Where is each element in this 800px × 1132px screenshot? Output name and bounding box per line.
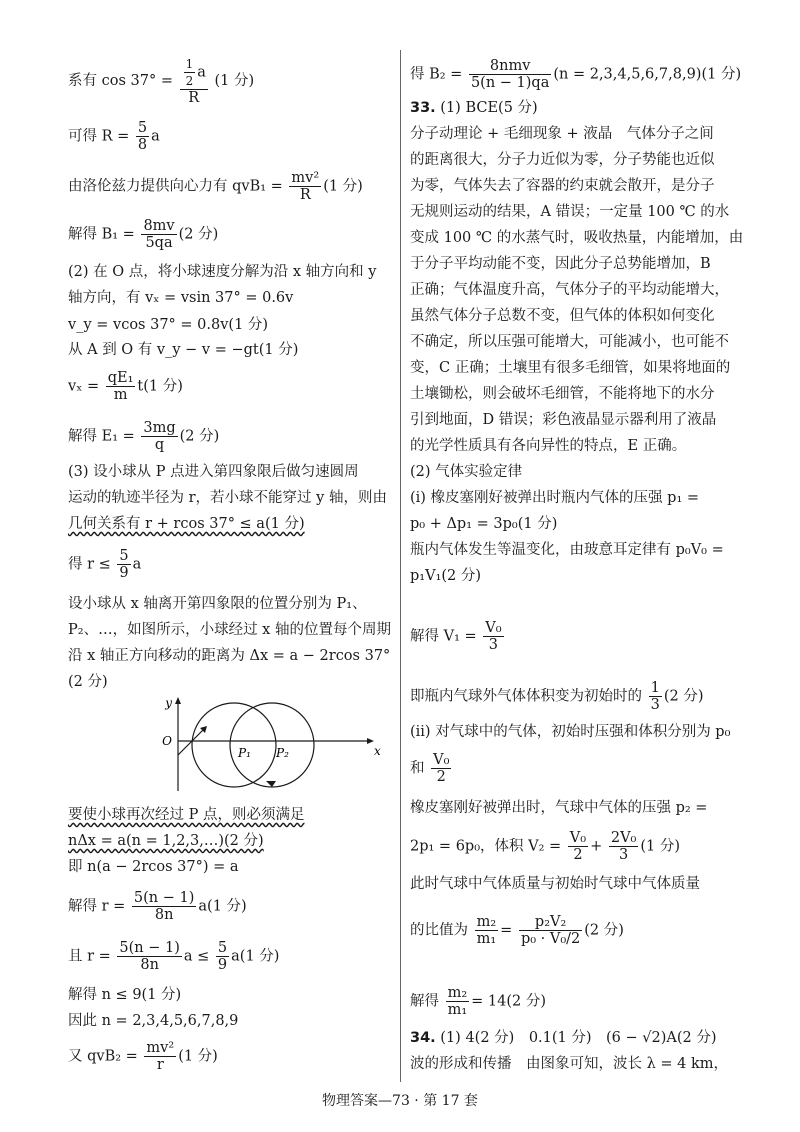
line-ratio-result	[410, 985, 546, 1018]
text: 2p₁ = 6p₀，体积 V₂ =	[410, 838, 562, 855]
denominator: m₁	[447, 1002, 468, 1018]
text: a(1 分)	[231, 948, 280, 965]
numerator: mv²	[146, 1040, 175, 1056]
text: 的比值为	[410, 922, 468, 939]
text-line: 土壤锄松，则会破坏毛细管，不能将地下的水分	[410, 386, 715, 402]
text-line: p₁V₁(2 分)	[410, 568, 482, 584]
numerator: qE₁	[107, 370, 134, 386]
text: (1) 4(2 分) 0.1(1 分) (6 − √2)A(2 分)	[440, 1030, 717, 1046]
text-line: (i) 橡皮塞刚好被弹出时瓶内气体的压强 p₁ =	[410, 490, 700, 506]
numerator: 5	[119, 548, 129, 564]
denominator: m	[113, 387, 128, 403]
question-number: 33.	[410, 100, 436, 116]
denominator: 2	[573, 847, 583, 863]
line-V1	[410, 620, 506, 653]
numerator: 5(n − 1)	[119, 940, 180, 956]
denominator: 8n	[140, 957, 159, 973]
text-line: (ii) 对气球中的气体，初始时压强和体积分别为 p₀	[410, 724, 731, 740]
text: 解得 B₁ =	[68, 226, 135, 243]
text: a	[132, 556, 142, 573]
numerator: 1	[650, 680, 660, 696]
fraction	[106, 370, 136, 403]
text-line: 引到地面，D 错误；彩色液晶显示器利用了液晶	[410, 412, 717, 428]
text-line: 的光学性质具有各向异性的特点，E 正确。	[410, 438, 687, 454]
line-B1	[68, 218, 218, 251]
text: +	[590, 838, 603, 855]
text-line: 正确；气体温度升高，气体分子的平均动能增大，	[410, 282, 729, 298]
velocity-arrow	[178, 729, 204, 755]
text: 且 r =	[68, 948, 111, 965]
line-r-bound	[68, 548, 141, 581]
text-line: 的距离很大，分子力近似为零，分子势能也近似	[410, 152, 715, 168]
text-line: 沿 x 轴正方向移动的距离为 Δx = a − 2rcos 37°	[68, 648, 391, 664]
column-divider	[400, 50, 401, 1082]
fig-label-x: x	[374, 744, 381, 758]
line-V2	[410, 830, 680, 863]
denominator: 3	[618, 847, 629, 863]
fraction	[289, 170, 321, 203]
text-line: 因此 n = 2,3,4,5,6,7,8,9	[68, 1013, 239, 1029]
text: vₓ =	[68, 378, 100, 395]
numerator: p₂V₂	[519, 914, 582, 931]
text-line: 轴方向，有 vₓ = vsin 37° = 0.6v	[68, 290, 294, 306]
fraction	[141, 218, 176, 251]
text: 解得 V₁ =	[410, 628, 477, 645]
x-axis-arrow	[367, 738, 374, 744]
text: (1 分)	[214, 73, 255, 89]
numerator: mv²	[291, 170, 320, 186]
fraction	[469, 58, 551, 91]
text: 得 B₂ =	[410, 66, 463, 83]
denominator: 5qa	[145, 235, 173, 251]
denominator: R	[188, 90, 200, 106]
text: 解得	[410, 993, 439, 1010]
text-line: v_y = vcos 37° = 0.8v(1 分)	[68, 317, 269, 333]
text: a	[151, 128, 160, 145]
text-line: 此时气球中气体质量与初始时气球中气体质量	[410, 876, 700, 892]
denominator: p₀ · V₀/2	[520, 931, 581, 947]
denominator: 3	[650, 697, 660, 713]
text: (2 分)	[179, 428, 220, 445]
fraction	[144, 1040, 176, 1073]
text-line: 变成 100 ℃ 的水蒸气时，吸收热量，内能增加，由	[410, 230, 744, 246]
text-line: 虽然气体分子总数不变，但气体的体积如何变化	[410, 308, 715, 324]
text-line: 波的形成和传播 由图象可知，波长 λ = 4 km，	[410, 1056, 729, 1072]
line-r-n	[68, 890, 247, 923]
denominator: R	[299, 187, 311, 203]
denominator: m₁	[476, 931, 497, 947]
text-line: 为零，气体失去了容器的约束就会散开，是分子	[410, 178, 715, 194]
text: 由洛伦兹力提供向心力有 qvB₁ =	[68, 178, 283, 195]
fraction	[475, 914, 499, 947]
question-number: 34.	[410, 1030, 436, 1046]
denominator: q	[154, 437, 165, 453]
text-line: 解得 n ≤ 9(1 分)	[68, 987, 182, 1003]
line-one-third	[410, 680, 704, 713]
numerator: m₂	[476, 914, 497, 930]
fraction	[141, 420, 177, 453]
denominator: 2	[436, 769, 446, 785]
fig-label-p1: P₁	[238, 746, 251, 760]
question-33-header	[410, 98, 538, 118]
text-line: 要使小球再次经过 P 点，则必须满足	[68, 807, 305, 823]
text: =	[500, 922, 513, 939]
text: a(1 分)	[198, 898, 247, 915]
fraction	[132, 890, 196, 923]
numerator: m₂	[447, 985, 468, 1001]
orbit-circle-1	[192, 703, 276, 787]
text-line: (2 分)	[68, 674, 108, 690]
text-line: 无规则运动的结果，A 错误；一定量 100 ℃ 的水	[410, 204, 730, 220]
numerator: V₀	[569, 830, 587, 846]
text-line: 几何关系有 r + rcos 37° ≤ a(1 分)	[68, 516, 305, 532]
fraction	[117, 940, 181, 973]
text-line: 即 n(a − 2rcos 37°) = a	[68, 859, 239, 875]
fraction	[519, 914, 582, 947]
line-V0-half	[410, 752, 453, 785]
text: t(1 分)	[137, 378, 183, 395]
text-line: (2) 在 O 点，将小球速度分解为沿 x 轴方向和 y	[68, 264, 377, 280]
fig-label-o: O	[162, 734, 172, 748]
text-line: 橡皮塞刚好被弹出时，气球中气体的压强 p₂ =	[410, 800, 708, 816]
orbit-figure	[148, 695, 388, 797]
fraction	[180, 56, 208, 106]
orbit-circle-2	[230, 703, 314, 787]
denominator: r	[156, 1057, 164, 1073]
text-line: p₀ + Δp₁ = 3p₀(1 分)	[410, 516, 558, 532]
text: (1 分)	[323, 178, 363, 195]
numerator	[180, 56, 208, 90]
text-line: 变，C 正确；土壤里有很多毛细管，如果将地面的	[410, 360, 731, 376]
text: 即瓶内气球外气体体积变为初始时的	[410, 688, 642, 705]
text-line: (3) 设小球从 P 点进入第四象限后做匀速圆周	[68, 464, 359, 480]
text-line: (2) 气体实验定律	[410, 464, 523, 480]
orbit-arrowhead	[266, 781, 276, 787]
text: (1 分)	[640, 838, 681, 855]
line-B2	[410, 58, 741, 91]
denominator: 8n	[154, 907, 174, 923]
line-mass-ratio	[410, 914, 624, 947]
numerator: 8mv	[143, 218, 175, 234]
line-R	[68, 120, 160, 153]
text: (2 分)	[663, 688, 704, 705]
text: (1 分)	[178, 1048, 218, 1065]
fraction	[483, 620, 503, 653]
fraction	[117, 548, 130, 581]
text: 解得 r =	[68, 898, 126, 915]
text: a ≤	[183, 948, 210, 965]
denominator: 2	[185, 74, 194, 88]
text-line: nΔx = a(n = 1,2,3,…)(2 分)	[68, 833, 264, 849]
text-line: 运动的轨迹半径为 r，若小球不能穿过 y 轴，则由	[68, 490, 387, 506]
line-vx	[68, 370, 183, 403]
numerator: 1	[185, 57, 194, 71]
text-line: 分子动理论 + 毛细现象 + 液晶 气体分子之间	[410, 126, 714, 142]
numerator: 8nmv	[469, 58, 551, 75]
denominator: 9	[217, 957, 228, 973]
text: (2 分)	[584, 922, 624, 939]
page-footer: 物理答案—73 · 第 17 套	[322, 1093, 478, 1109]
text: 又 qvB₂ =	[68, 1048, 138, 1065]
text: (1) BCE(5 分)	[440, 100, 538, 116]
denominator: 8	[137, 137, 148, 153]
fig-label-y: y	[165, 696, 172, 710]
fraction	[446, 985, 470, 1018]
text-line: 从 A 到 O 有 v_y − v = −gt(1 分)	[68, 342, 299, 358]
numerator: 3mg	[143, 420, 176, 436]
text-line: 不确定，所以压强可能增大，可能减小，也可能不	[410, 334, 729, 350]
numerator: V₀	[485, 620, 502, 636]
text: (n = 2,3,4,5,6,7,8,9)(1 分)	[553, 66, 742, 83]
text: 可得 R =	[68, 128, 130, 145]
text: 解得 E₁ =	[68, 428, 135, 445]
fraction	[568, 830, 588, 863]
text: (2 分)	[178, 226, 219, 243]
line-r-n-ineq	[68, 940, 279, 973]
fraction	[136, 120, 149, 153]
denominator: 3	[488, 637, 499, 653]
fraction	[609, 830, 639, 863]
fig-label-p2: P₂	[276, 746, 289, 760]
numerator: V₀	[433, 752, 450, 768]
text-line: 于分子平均动能不变，因此分子总势能增加，B	[410, 256, 711, 272]
text: 和	[410, 760, 425, 777]
line-qvB2	[68, 1040, 218, 1073]
text: 系有 cos 37° =	[68, 73, 173, 89]
text: = 14(2 分)	[471, 993, 547, 1010]
left-column	[68, 0, 393, 1082]
line-cos37	[68, 56, 254, 106]
text: a	[197, 64, 206, 81]
numerator: 5	[137, 120, 148, 136]
text-line: P₂、…，如图所示，小球经过 x 轴的位置每个周期	[68, 622, 391, 638]
numerator: 5(n − 1)	[133, 890, 195, 906]
fraction	[184, 56, 196, 89]
text: 得 r ≤	[68, 556, 111, 573]
text-line: 设小球从 x 轴离开第四象限的位置分别为 P₁、	[68, 596, 367, 612]
numerator: 5	[217, 940, 228, 956]
fraction	[216, 940, 229, 973]
text-line: 瓶内气体发生等温变化，由玻意耳定律有 p₀V₀ =	[410, 542, 724, 558]
y-axis-arrow	[175, 697, 181, 704]
question-34-header	[410, 1028, 717, 1048]
line-lorentz	[68, 170, 363, 203]
numerator: 2V₀	[610, 830, 637, 846]
fraction	[649, 680, 662, 713]
fraction	[431, 752, 451, 785]
denominator: 5(n − 1)qa	[470, 75, 550, 91]
line-E1	[68, 420, 219, 453]
right-column	[410, 0, 744, 1082]
denominator: 9	[119, 565, 129, 581]
